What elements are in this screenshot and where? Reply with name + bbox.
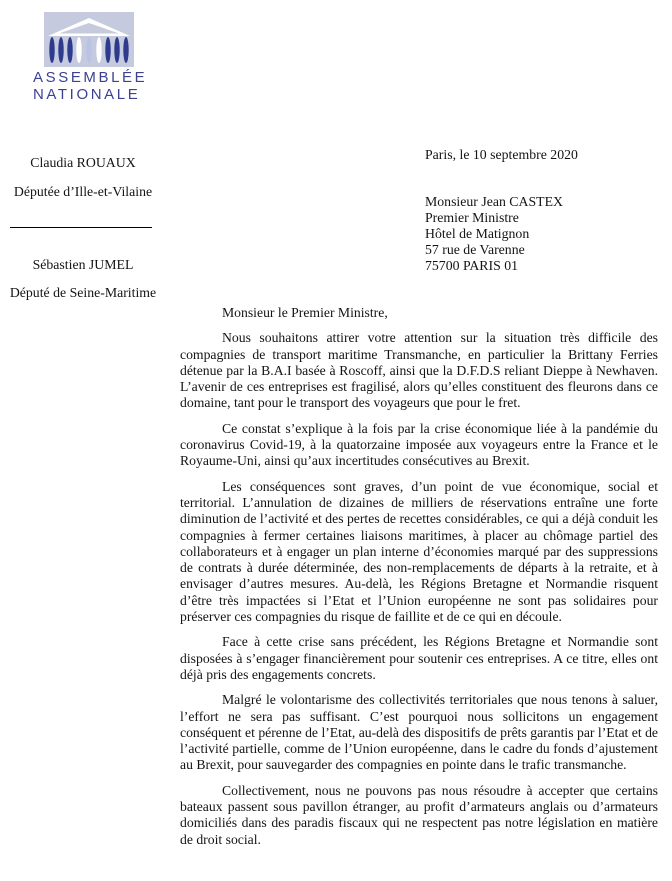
recipient-line: Monsieur Jean CASTEX: [425, 194, 563, 209]
recipient-line: Hôtel de Matignon: [425, 226, 530, 241]
building-columns-icon: [44, 12, 134, 67]
recipient-address: [425, 194, 563, 274]
salutation: Monsieur le Premier Ministre,: [222, 305, 388, 320]
body-paragraph: Ce constat s’explique à la fois par la crise économique liée à la pandémie du coronavirus Covid-19, à la quatorzaine imposée aux voyageurs entre la France et le Royaume-Uni, ainsi qu’aux incertitudes consécutives au Brexit.: [180, 420, 658, 469]
body-paragraph: Nous souhaitons attirer votre attention sur la situation très difficile des compagnies de transport maritime Transmanche, en particulier la Brittany Ferries détenue par la B.A.I basée à Roscoff, ainsi que la D.F.D.S reliant Dieppe à Newhaven. L’avenir de ces entreprises est fragilisé, alors qu’elles constituent des fleurons dans ce domaine, tant pour le transport des voyageurs que pour le fret.: [180, 330, 658, 411]
assemblee-nationale-logo: [44, 12, 134, 67]
body-paragraph: Malgré le volontarisme des collectivités territoriales que nous tenons à saluer, l’effort ne sera pas suffisant. C’est pourquoi nous sollicitons un engagement conséquent et pérenne de l’Etat, au-delà des dispositifs de prêts garantis par l’Etat et de l’activité partielle, comme de l’Union européenne, dans le cadre du fonds d’ajustement au Brexit, pour sauvegarder des compagnies en pointe dans le trafic transmanche.: [180, 692, 658, 773]
sender-divider: [10, 227, 152, 228]
sender-name: Claudia ROUAUX: [30, 155, 136, 170]
institution-name: [33, 69, 147, 103]
sender-title: Député de Seine-Maritime: [9, 285, 157, 300]
institution-line-2: NATIONALE: [33, 86, 141, 103]
letter-body: [180, 305, 658, 857]
body-paragraph: Les conséquences sont graves, d’un point de vue économique, social et territorial. L’annulation de dizaines de milliers de réservations entraîne une forte diminution de l’activité et des pertes de recettes considérables, ce qui a déjà conduit les compagnies à fermer certaines liaisons maritimes, à placer au chômage partiel des collaborateurs et à engager un plan interne d’économies marqué par des suppressions de contrats à durée déterminée, des non-remplacements de départs à la retraite, et à envisager d’autres mesures. Au-delà, les Régions Bretagne et Normandie risquent d’être très impactées si l’Etat et l’Union européenne ne sont pas solidaires pour préserver ces compagnies du risque de faillite et de ce qui en découle.: [180, 478, 658, 625]
recipient-line: 57 rue de Varenne: [425, 242, 525, 257]
body-paragraph: Collectivement, nous ne pouvons pas nous résoudre à accepter que certains bateaux passent sous pavillon étranger, au profit d’armateurs anglais ou d’armateurs domiciliés dans des paradis fiscaux qui ne respectent pas notre législation en matière de droit social.: [180, 782, 658, 847]
body-paragraph: Face à cette crise sans précédent, les Régions Bretagne et Normandie sont disposées à s’engager financièrement pour soutenir ces entreprises. A ce titre, elles ont déjà pris des engagements concrets.: [180, 634, 658, 682]
date-line: Paris, le 10 septembre 2020: [425, 147, 578, 162]
recipient-line: 75700 PARIS 01: [425, 258, 519, 273]
recipient-line: Premier Ministre: [425, 210, 519, 225]
sender-name: Sébastien JUMEL: [32, 257, 134, 272]
institution-line-1: ASSEMBLÉE: [33, 69, 148, 86]
sender-title: Députée d’Ille-et-Vilaine: [13, 184, 153, 199]
